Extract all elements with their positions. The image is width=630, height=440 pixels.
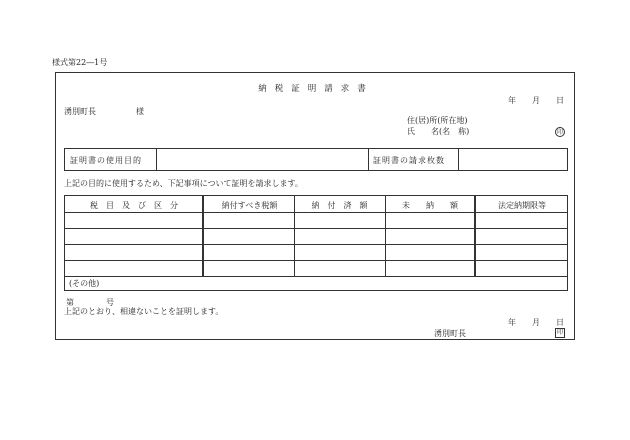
table-row[interactable] — [65, 276, 567, 277]
certification-statement: 上記のとおり、相違ないことを証明します。 — [64, 307, 224, 316]
purpose-label: 証明書の使用目的 — [70, 156, 142, 165]
form-title: 納税証明請求書 — [258, 84, 374, 94]
issuer: 湧別町長 — [434, 329, 466, 338]
applicant-address-label: 住(居)所(所在地) — [407, 116, 468, 125]
request-form — [55, 72, 575, 340]
request-statement: 上記の目的に使用するため、下記事項について証明を請求します。 — [64, 179, 303, 188]
form-number: 様式第22―1号 — [52, 58, 108, 67]
purpose-row — [64, 148, 568, 171]
request-date: 年 月 日 — [508, 96, 564, 105]
header-tax-unpaid: 未 納 額 — [402, 201, 458, 210]
count-label: 証明書の請求枚数 — [373, 156, 445, 165]
issuer-seal-mark: 印 — [556, 329, 563, 336]
table-row[interactable] — [65, 244, 567, 245]
table-row[interactable] — [65, 228, 567, 229]
header-tax-due: 納付すべき税額 — [221, 201, 278, 210]
applicant-seal-mark: 印 — [556, 129, 563, 136]
applicant-name-label: 氏 名(名 称) — [407, 127, 470, 136]
certification-date: 年 月 日 — [508, 318, 564, 327]
certificate-number: 第 号 — [66, 298, 114, 307]
header-tax-paid: 納 付 済 額 — [311, 201, 368, 210]
header-tax-item: 税 目 及 び 区 分 — [90, 201, 178, 210]
header-deadline: 法定納期限等 — [498, 201, 546, 210]
other-label: (その他) — [69, 279, 100, 288]
addressee: 湧別町長 様 — [64, 107, 144, 116]
table-row[interactable] — [65, 260, 567, 261]
tax-table — [64, 195, 568, 291]
